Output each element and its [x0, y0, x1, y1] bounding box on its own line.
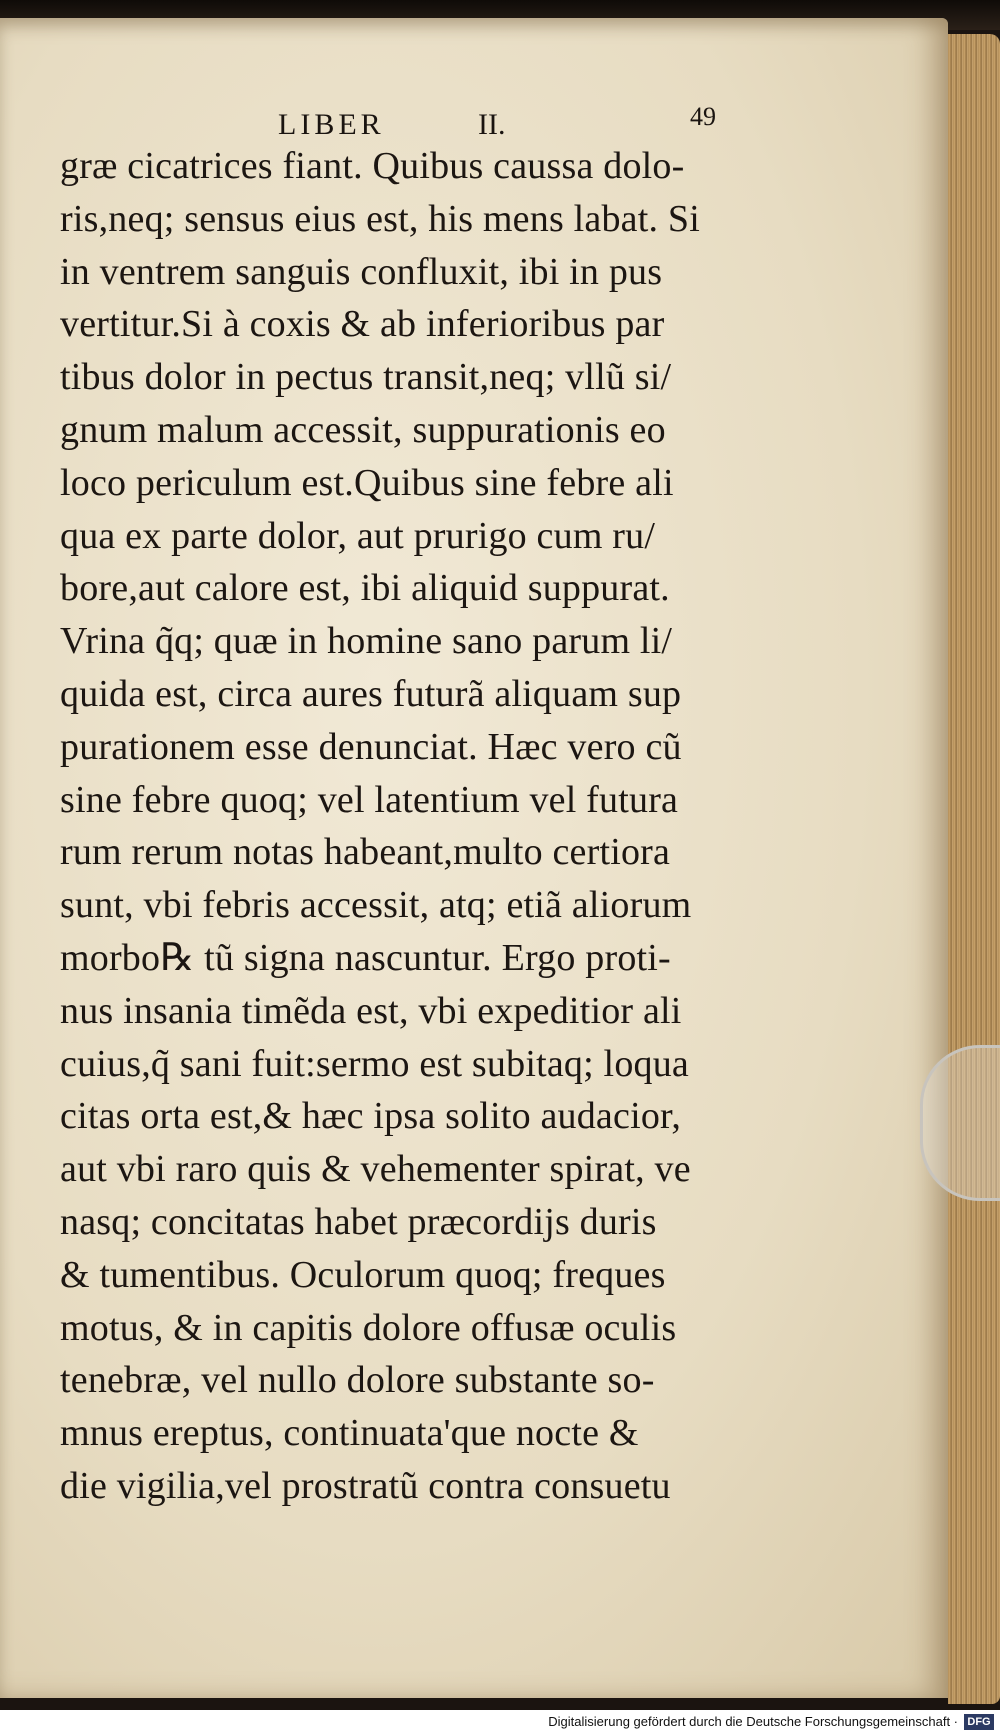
text-line: qua ex parte dolor, aut prurigo cum ru/ [60, 514, 656, 557]
text-line: aut vbi raro quis & vehementer spirat, ve [60, 1148, 691, 1191]
running-head-book-number: II. [478, 108, 506, 141]
text-line: sine febre quoq; vel latentium vel futura [60, 778, 679, 821]
text-line: sunt, vbi febris accessit, atq; etiã aliorum [60, 884, 692, 927]
footer-banner [0, 1710, 1000, 1735]
text-line: die vigilia,vel prostratũ contra consuetu [60, 1464, 671, 1507]
text-line: quida est, circa aures futurã aliquam sup [60, 672, 682, 715]
text-line: purationem esse denunciat. Hæc vero cũ [60, 725, 682, 768]
text-line: cuius,q̃ sani fuit:sermo est subitaq; loqua [60, 1042, 689, 1085]
text-line: loco periculum est.Quibus sine febre ali [60, 461, 674, 504]
text-line: in ventrem sanguis confluxit, ibi in pus [60, 250, 663, 293]
footer-credit: Digitalisierung gefördert durch die Deutsche Forschungsgemeinschaft · [548, 1714, 958, 1729]
body-text [60, 140, 750, 1513]
running-head-title: LIBER [278, 108, 385, 141]
text-line: ris,neq; sensus eius est, his mens labat. Si [60, 197, 700, 240]
page-edges [948, 34, 1000, 1704]
text-line: gnum malum accessit, suppurationis eo [60, 408, 666, 451]
page-number: 49 [690, 102, 716, 131]
text-line: tenebræ, vel nullo dolore substante so- [60, 1359, 655, 1402]
text-line: tibus dolor in pectus transit,neq; vllũ si/ [60, 356, 672, 399]
text-line: bore,aut calore est, ibi aliquid suppurat. [60, 567, 670, 610]
text-line: græ cicatrices fiant. Quibus caussa dolo- [60, 145, 685, 187]
text-line: motus, & in capitis dolore offusæ oculis [60, 1306, 677, 1349]
text-line: morbo℞ tũ signa nascuntur. Ergo proti- [60, 936, 671, 979]
text-line: rum rerum notas habeant,multo certiora [60, 831, 671, 874]
text-line: citas orta est,& hæc ipsa solito audacior, [60, 1095, 682, 1138]
text-line: vertitur.Si à coxis & ab inferioribus par [60, 303, 665, 346]
text-line: nus insania timẽda est, vbi expeditior ali [60, 989, 682, 1032]
text-line: Vrina q̃q; quæ in homine sano parum li/ [60, 620, 673, 663]
dfg-logo: DFG [964, 1714, 994, 1730]
text-line: nasq; concitatas habet præcordijs duris [60, 1200, 657, 1243]
text-line: & tumentibus. Oculorum quoq; freques [60, 1253, 666, 1296]
page-clip [920, 1045, 1000, 1201]
text-line: mnus ereptus, continuata'que nocte & [60, 1412, 639, 1455]
